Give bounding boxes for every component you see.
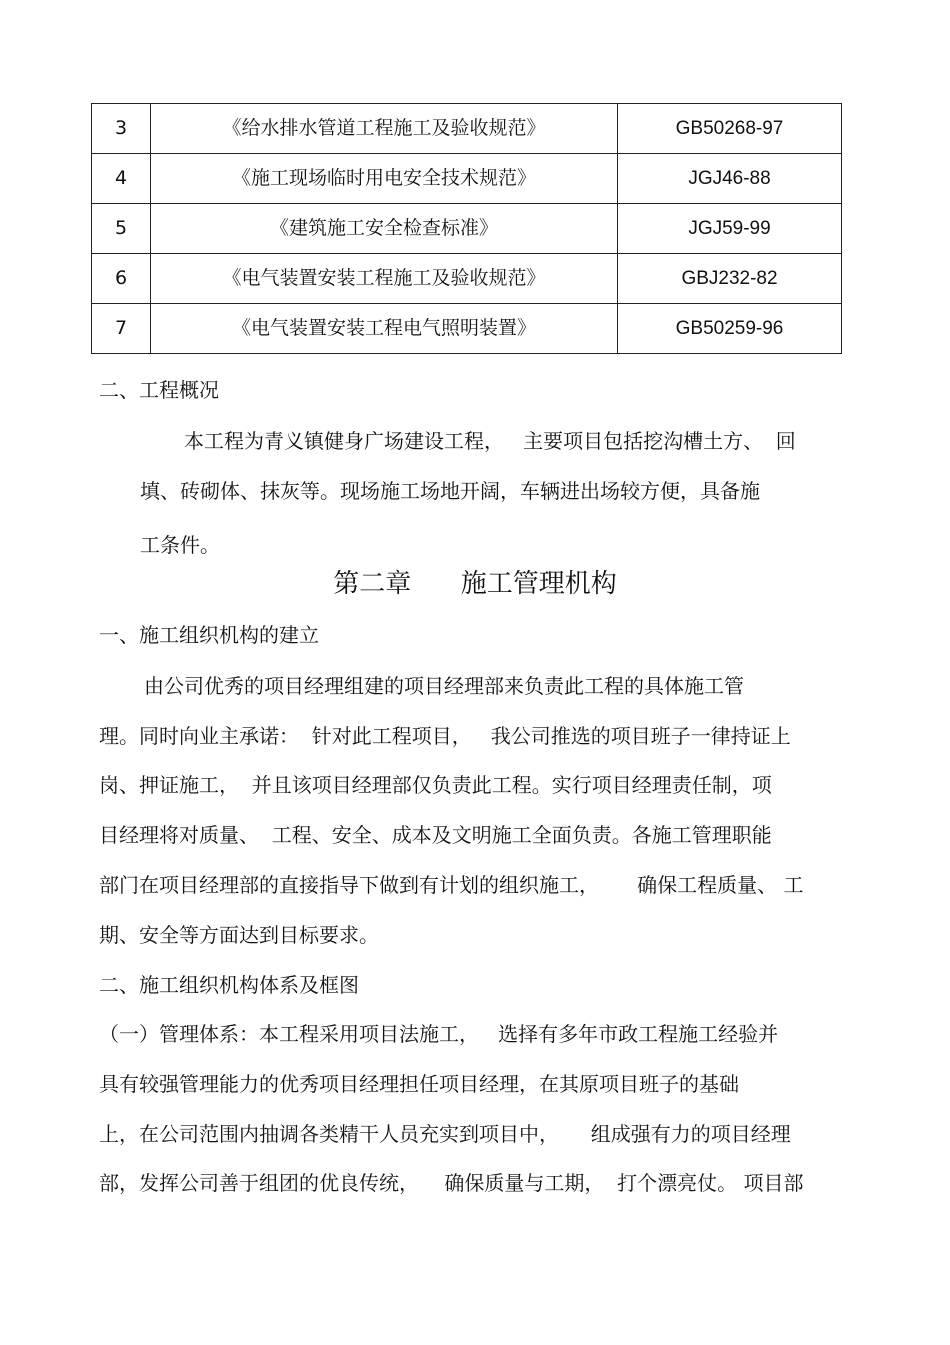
row-number: 7 bbox=[92, 304, 151, 354]
section-heading-system: 二、施工组织机构体系及框图 bbox=[99, 973, 359, 997]
standard-name: 《建筑施工安全检查标准》 bbox=[151, 204, 618, 254]
row-number: 6 bbox=[92, 254, 151, 304]
paragraph-line: （一）管理体系：本工程采用项目法施工， 选择有多年市政工程施工经验并 bbox=[99, 1022, 779, 1046]
row-number: 4 bbox=[92, 154, 151, 204]
paragraph-line: 工条件。 bbox=[140, 533, 220, 557]
paragraph-line: 目经理将对质量、 工程、安全、成本及文明施工全面负责。各施工管理职能 bbox=[99, 823, 772, 847]
table-row bbox=[92, 254, 842, 304]
row-number: 5 bbox=[92, 204, 151, 254]
table-row bbox=[92, 204, 842, 254]
standard-code: GBJ232-82 bbox=[618, 254, 842, 304]
section-heading-org: 一、施工组织机构的建立 bbox=[99, 623, 319, 647]
paragraph-line: 具有较强管理能力的优秀项目经理担任项目经理，在其原项目班子的基础 bbox=[99, 1072, 739, 1096]
paragraph-line: 填、砖砌体、抹灰等。现场施工场地开阔，车辆进出场较方便，具备施 bbox=[140, 479, 760, 503]
standard-name: 《电气装置安装工程施工及验收规范》 bbox=[151, 254, 618, 304]
standard-name: 《给水排水管道工程施工及验收规范》 bbox=[151, 104, 618, 154]
row-number: 3 bbox=[92, 104, 151, 154]
standard-code: GB50259-96 bbox=[618, 304, 842, 354]
paragraph-line: 期、安全等方面达到目标要求。 bbox=[99, 923, 379, 947]
table-row bbox=[92, 304, 842, 354]
paragraph-line: 上，在公司范围内抽调各类精干人员充实到项目中， 组成强有力的项目经理 bbox=[99, 1122, 791, 1146]
standard-code: JGJ46-88 bbox=[618, 154, 842, 204]
paragraph-line: 岗、押证施工， 并且该项目经理部仅负责此工程。实行项目经理责任制，项 bbox=[99, 773, 772, 797]
paragraph-line: 由公司优秀的项目经理组建的项目经理部来负责此工程的具体施工管 bbox=[144, 674, 744, 698]
table-row bbox=[92, 154, 842, 204]
paragraph-line: 理。同时向业主承诺： 针对此工程项目， 我公司推选的项目班子一律持证上 bbox=[99, 724, 791, 748]
paragraph-line: 部，发挥公司善于组团的优良传统， 确保质量与工期， 打个漂亮仗。 项目部 bbox=[99, 1171, 804, 1195]
standard-name: 《电气装置安装工程电气照明装置》 bbox=[151, 304, 618, 354]
chapter-title: 第二章 施工管理机构 bbox=[333, 569, 617, 599]
paragraph-line: 部门在项目经理部的直接指导下做到有计划的组织施工， 确保工程质量、 工 bbox=[99, 873, 804, 897]
standards-table bbox=[91, 103, 842, 354]
paragraph-line: 本工程为青义镇健身广场建设工程， 主要项目包括挖沟槽土方、 回 bbox=[184, 429, 796, 453]
table-row bbox=[92, 104, 842, 154]
section-heading-overview: 二、工程概况 bbox=[99, 378, 219, 402]
standard-code: JGJ59-99 bbox=[618, 204, 842, 254]
standard-code: GB50268-97 bbox=[618, 104, 842, 154]
standard-name: 《施工现场临时用电安全技术规范》 bbox=[151, 154, 618, 204]
